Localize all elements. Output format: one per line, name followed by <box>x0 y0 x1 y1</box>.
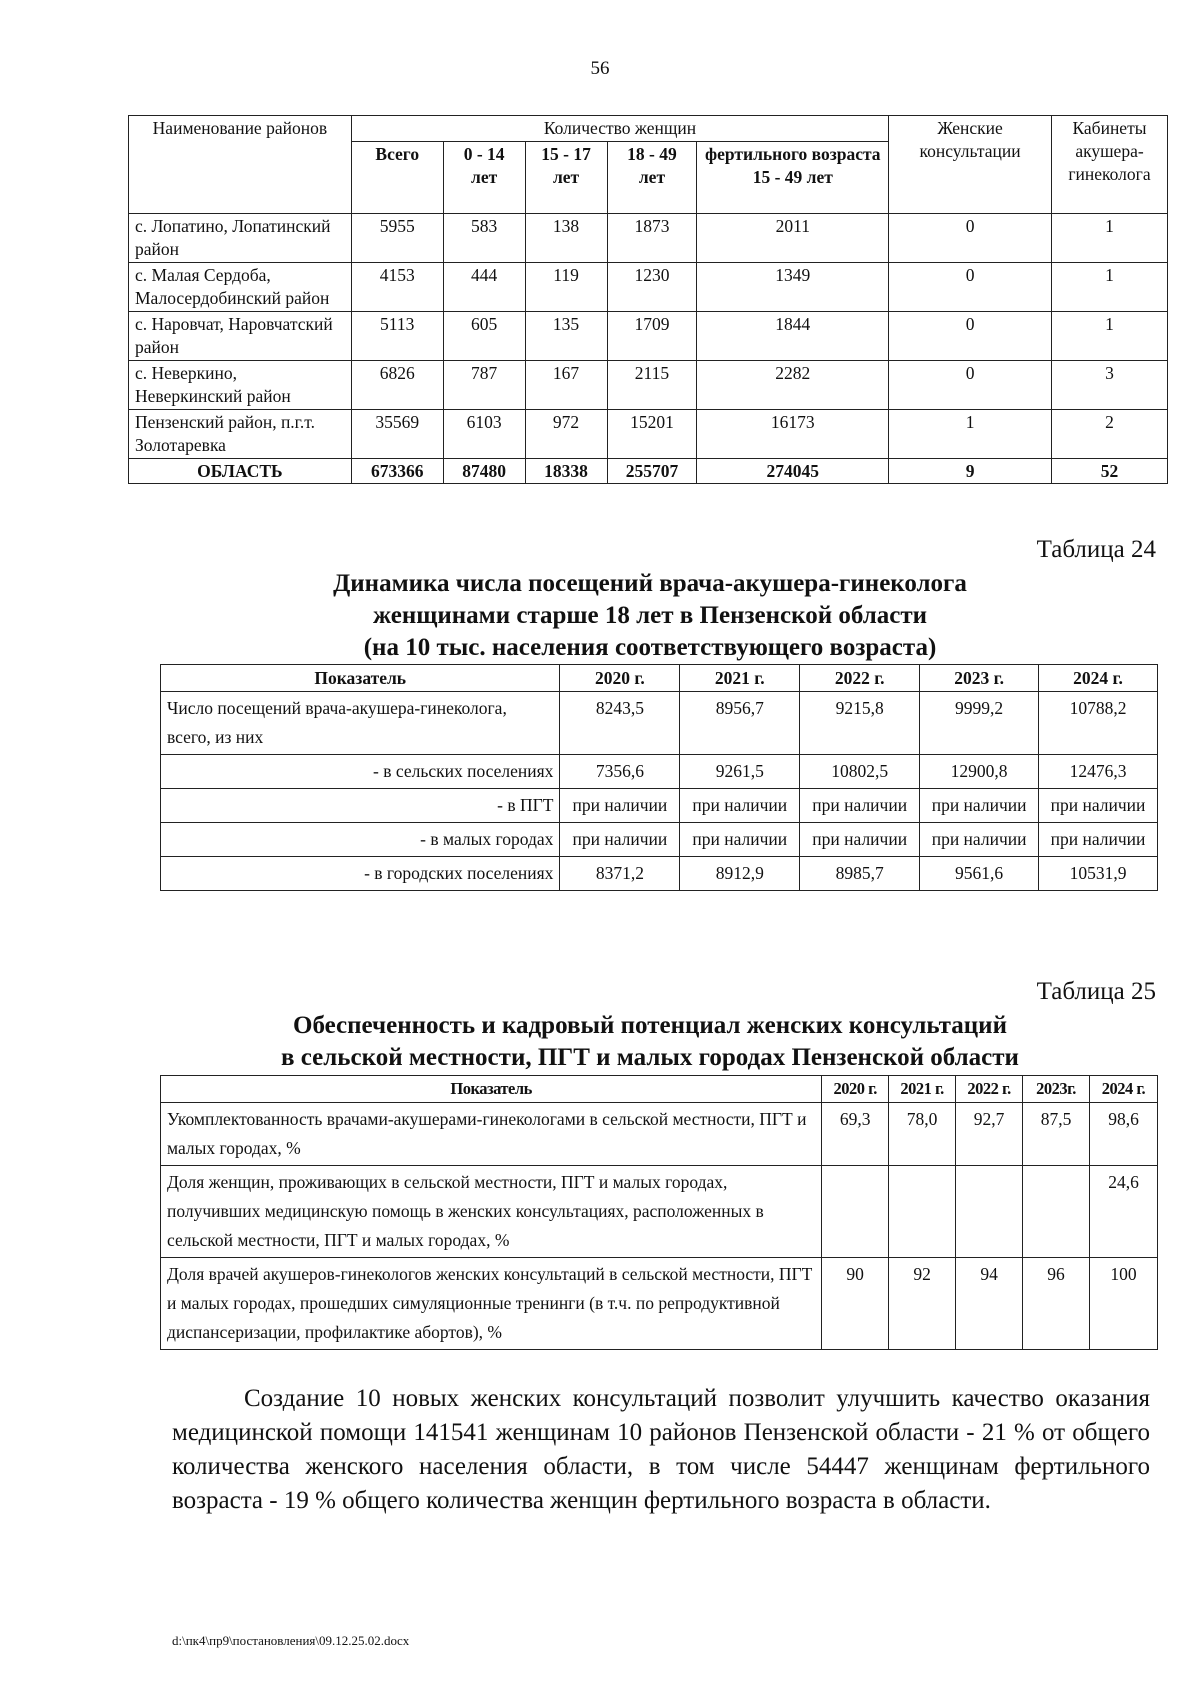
table24-title-line1: Динамика числа посещений врача-акушера-гинеколога <box>333 570 967 597</box>
value-cell: при наличии <box>560 789 680 823</box>
total-row <box>129 459 1168 484</box>
table-row <box>161 857 1158 891</box>
value-cell: 78,0 <box>889 1103 956 1166</box>
total-cell: 18338 <box>525 459 607 484</box>
table-row <box>161 1258 1158 1350</box>
value-cell: 100 <box>1090 1258 1158 1350</box>
total-cell: 87480 <box>443 459 525 484</box>
value-cell: 7356,6 <box>560 755 680 789</box>
header-women-count: Количество женщин <box>351 116 888 142</box>
value-cell: 2282 <box>697 361 889 410</box>
table25-title-line1: Обеспеченность и кадровый потенциал женских консультаций <box>293 1012 1007 1039</box>
district-name: с. Малая Сердоба, Малосердобинский район <box>129 263 352 312</box>
value-cell: 0 <box>889 312 1052 361</box>
table-row <box>161 823 1158 857</box>
row-label: Доля врачей акушеров-гинекологов женских консультаций в сельской местности, ПГТ и малых городах, прошедших симуляционные тренинги (в т.ч. по репродуктивной диспансеризации, профилактике абортов), % <box>161 1258 822 1350</box>
value-cell <box>1023 1166 1090 1258</box>
value-cell: 96 <box>1023 1258 1090 1350</box>
value-cell: 138 <box>525 214 607 263</box>
header-cabinets: Кабинеты акушера-гинеколога <box>1051 116 1167 214</box>
table-row <box>129 312 1168 361</box>
column-header: Показатель <box>161 665 560 692</box>
value-cell <box>956 1166 1023 1258</box>
value-cell: 583 <box>443 214 525 263</box>
districts-table <box>128 115 1168 484</box>
value-cell: 6103 <box>443 410 525 459</box>
value-cell: 16173 <box>697 410 889 459</box>
value-cell: 87,5 <box>1023 1103 1090 1166</box>
row-label: - в ПГТ <box>161 789 560 823</box>
value-cell: 2011 <box>697 214 889 263</box>
district-name: с. Неверкино, Неверкинский район <box>129 361 352 410</box>
value-cell: 0 <box>889 214 1052 263</box>
column-header: 2022 г. <box>956 1076 1023 1103</box>
value-cell: 92 <box>889 1258 956 1350</box>
district-name: Пензенский район, п.г.т. Золотаревка <box>129 410 352 459</box>
value-cell: 1230 <box>607 263 697 312</box>
header-consultations: Женские консультации <box>889 116 1052 214</box>
value-cell: 605 <box>443 312 525 361</box>
table-row <box>161 1166 1158 1258</box>
column-header: 2020 г. <box>822 1076 889 1103</box>
row-label: - в сельских поселениях <box>161 755 560 789</box>
value-cell: 167 <box>525 361 607 410</box>
value-cell: 69,3 <box>822 1103 889 1166</box>
value-cell: 8985,7 <box>800 857 920 891</box>
value-cell: 10788,2 <box>1039 692 1158 755</box>
value-cell: 1873 <box>607 214 697 263</box>
row-label: Число посещений врача-акушера-гинеколога, всего, из них <box>161 692 560 755</box>
value-cell: 119 <box>525 263 607 312</box>
value-cell: 90 <box>822 1258 889 1350</box>
value-cell: при наличии <box>800 789 920 823</box>
column-header: Показатель <box>161 1076 822 1103</box>
value-cell: при наличии <box>680 823 800 857</box>
row-label: Доля женщин, проживающих в сельской местности, ПГТ и малых городах, получивших медицинскую помощь в женских консультациях, расположенных в сельской местности, ПГТ и малых городах, % <box>161 1166 822 1258</box>
total-cell: 52 <box>1051 459 1167 484</box>
value-cell: 4153 <box>351 263 443 312</box>
column-header: 2021 г. <box>889 1076 956 1103</box>
header-age-15-17: 15 - 17 лет <box>525 142 607 214</box>
column-header: 2023 г. <box>920 665 1039 692</box>
table-header-row <box>161 1076 1158 1103</box>
value-cell: 10531,9 <box>1039 857 1158 891</box>
value-cell: при наличии <box>560 823 680 857</box>
value-cell: 8912,9 <box>680 857 800 891</box>
value-cell: 2115 <box>607 361 697 410</box>
value-cell <box>889 1166 956 1258</box>
table-row <box>129 410 1168 459</box>
table25-label: Таблица 25 <box>1036 978 1156 1005</box>
value-cell: 92,7 <box>956 1103 1023 1166</box>
header-total: Всего <box>351 142 443 214</box>
district-name: с. Лопатино, Лопатинский район <box>129 214 352 263</box>
header-age-18-49: 18 - 49 лет <box>607 142 697 214</box>
value-cell: 8371,2 <box>560 857 680 891</box>
value-cell: 3 <box>1051 361 1167 410</box>
value-cell: 972 <box>525 410 607 459</box>
value-cell: 1349 <box>697 263 889 312</box>
value-cell: 5955 <box>351 214 443 263</box>
value-cell: 12900,8 <box>920 755 1039 789</box>
value-cell: 1 <box>1051 312 1167 361</box>
value-cell: 35569 <box>351 410 443 459</box>
value-cell: при наличии <box>1039 823 1158 857</box>
table-header-row <box>129 116 1168 142</box>
row-label: - в городских поселениях <box>161 857 560 891</box>
column-header: 2024 г. <box>1090 1076 1158 1103</box>
table25-title <box>130 1010 1170 1074</box>
table-row <box>161 1103 1158 1166</box>
total-cell: 673366 <box>351 459 443 484</box>
header-age-0-14: 0 - 14 лет <box>443 142 525 214</box>
table24-label: Таблица 24 <box>1036 536 1156 563</box>
value-cell: при наличии <box>680 789 800 823</box>
column-header: 2021 г. <box>680 665 800 692</box>
value-cell: 1 <box>1051 263 1167 312</box>
table24-title-line2: женщинами старше 18 лет в Пензенской области <box>372 602 928 629</box>
value-cell: при наличии <box>800 823 920 857</box>
table-row <box>161 789 1158 823</box>
total-cell: 274045 <box>697 459 889 484</box>
value-cell: при наличии <box>920 789 1039 823</box>
value-cell: при наличии <box>1039 789 1158 823</box>
page-number: 56 <box>590 58 610 79</box>
value-cell: 2 <box>1051 410 1167 459</box>
column-header: 2020 г. <box>560 665 680 692</box>
total-cell: 255707 <box>607 459 697 484</box>
table-row <box>129 263 1168 312</box>
value-cell: 1709 <box>607 312 697 361</box>
row-label: - в малых городах <box>161 823 560 857</box>
value-cell: 24,6 <box>1090 1166 1158 1258</box>
value-cell: 9261,5 <box>680 755 800 789</box>
value-cell: 0 <box>889 263 1052 312</box>
value-cell: 444 <box>443 263 525 312</box>
column-header: 2022 г. <box>800 665 920 692</box>
value-cell: при наличии <box>920 823 1039 857</box>
table-row <box>129 361 1168 410</box>
value-cell: 98,6 <box>1090 1103 1158 1166</box>
value-cell: 1844 <box>697 312 889 361</box>
total-cell: 9 <box>889 459 1052 484</box>
value-cell: 9561,6 <box>920 857 1039 891</box>
value-cell: 12476,3 <box>1039 755 1158 789</box>
value-cell: 787 <box>443 361 525 410</box>
table24-title-line3: (на 10 тыс. населения соответствующего возраста) <box>363 634 937 661</box>
staffing-table <box>160 1075 1158 1350</box>
table25-title-line2: в сельской местности, ПГТ и малых городах Пензенской области <box>281 1044 1019 1071</box>
column-header: 2023г. <box>1023 1076 1090 1103</box>
table24-title <box>130 568 1170 664</box>
footer-file-path: d:\пк4\пр9\постановления\09.12.25.02.docx <box>172 1633 410 1648</box>
value-cell: 8243,5 <box>560 692 680 755</box>
column-header: 2024 г. <box>1039 665 1158 692</box>
value-cell: 8956,7 <box>680 692 800 755</box>
body-paragraph: Создание 10 новых женских консультаций позволит улучшить качество оказания медицинской помощи 141541 женщинам 10 районов Пензенской области - 21 % от общего количества женского населения области, в том числе 54447 женщинам фертильного возраста - 19 % общего количества женщин фертильного возраста в области. <box>172 1385 1150 1514</box>
value-cell: 10802,5 <box>800 755 920 789</box>
header-fertile: фертильного возраста 15 - 49 лет <box>697 142 889 214</box>
value-cell: 15201 <box>607 410 697 459</box>
table-row <box>129 214 1168 263</box>
table-row <box>161 692 1158 755</box>
value-cell: 5113 <box>351 312 443 361</box>
value-cell: 9999,2 <box>920 692 1039 755</box>
row-label: Укомплектованность врачами-акушерами-гинекологами в сельской местности, ПГТ и малых городах, % <box>161 1103 822 1166</box>
value-cell: 1 <box>889 410 1052 459</box>
value-cell: 9215,8 <box>800 692 920 755</box>
value-cell: 1 <box>1051 214 1167 263</box>
value-cell: 94 <box>956 1258 1023 1350</box>
header-district: Наименование районов <box>129 116 352 214</box>
value-cell: 135 <box>525 312 607 361</box>
value-cell <box>822 1166 889 1258</box>
table-row <box>161 755 1158 789</box>
table-header-row <box>161 665 1158 692</box>
value-cell: 0 <box>889 361 1052 410</box>
visits-table <box>160 664 1158 891</box>
total-name: ОБЛАСТЬ <box>129 459 352 484</box>
district-name: с. Наровчат, Наровчатский район <box>129 312 352 361</box>
value-cell: 6826 <box>351 361 443 410</box>
